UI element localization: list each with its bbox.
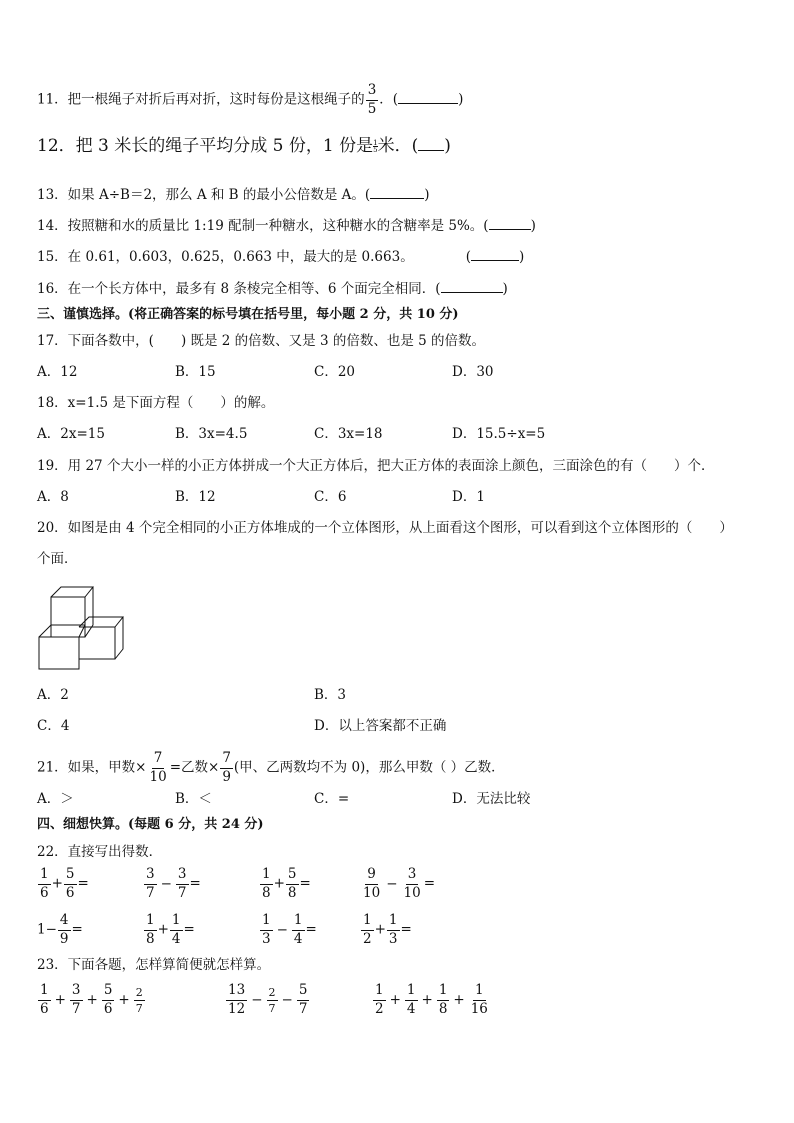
question-23: 23．下面各题，怎样算简便就怎样算。 — [37, 957, 271, 973]
q22-expression: $\frac{3}{7}$ − $\frac{3}{7}$ = — [146, 866, 201, 901]
option-b[interactable]: B．15 — [175, 364, 216, 380]
question-20-continued: 个面． — [37, 551, 78, 567]
option-b[interactable]: B．3x=4.5 — [175, 426, 248, 442]
q12-text: 12．把 3 米长的绳子平均分成 5 份，1 份是 — [37, 136, 374, 156]
answer-blank[interactable] — [398, 91, 458, 104]
option-c[interactable]: C．6 — [314, 489, 347, 505]
section-4-heading: 四、细想快算。(每题 6 分，共 24 分) — [37, 817, 264, 832]
q23-expression-2: $\frac{13}{12}$ − $\frac{2}{7}$ − $\frac{5}{7}$ — [228, 982, 308, 1017]
question-13: 13．如果 A÷B＝2，那么 A 和 B 的最小公倍数是 A。( ) — [37, 187, 430, 203]
option-c[interactable]: C．20 — [314, 364, 356, 380]
option-a[interactable]: A．8 — [37, 489, 69, 505]
question-15: 15．在 0.61，0.603，0.625，0.663 中，最大的是 0.663。 ( ) — [37, 249, 525, 265]
option-a[interactable]: A．2x=15 — [37, 426, 105, 442]
option-c[interactable]: C．= — [314, 791, 350, 807]
q22-expression: $\frac{1}{8}$ + $\frac{1}{4}$ = — [146, 912, 195, 947]
question-18: 18．x=1.5 是下面方程（ ）的解。 — [37, 395, 275, 411]
q22-expression: 1− $\frac{4}{9}$ = — [37, 912, 83, 947]
q11-text: 11．把一根绳子对折后再对折，这时每份是这根绳子的 — [37, 91, 365, 108]
answer-blank[interactable] — [489, 217, 531, 230]
question-11: 11．把一根绳子对折后再对折，这时每份是这根绳子的 $\frac{3}{5}$ ．( ) — [37, 82, 464, 117]
q21-fraction-2: $\frac{7}{9}$ — [222, 750, 231, 785]
option-d[interactable]: D．15.5÷x=5 — [452, 426, 546, 442]
answer-blank[interactable] — [471, 248, 519, 261]
question-21: 21．如果，甲数× $\frac{7}{10}$ =乙数× $\frac{7}{9}$ (甲、乙两数均不为 0)，那么甲数（ ）乙数． — [37, 750, 505, 785]
option-a[interactable]: A．2 — [37, 687, 69, 703]
answer-blank[interactable] — [418, 138, 444, 151]
q21-fraction-1: $\frac{7}{10}$ — [149, 750, 167, 785]
option-c[interactable]: C．3x=18 — [314, 426, 383, 442]
option-d[interactable]: D．30 — [452, 364, 494, 380]
cube-top — [51, 587, 93, 637]
question-20: 20．如图是由 4 个完全相同的小正方体堆成的一个立体图形，从上面看这个图形，可以看到这个立体图形的（ ） — [37, 520, 733, 536]
q23-expression-1: $\frac{1}{6}$ + $\frac{3}{7}$ + $\frac{5}{6}$ + $\frac{2}{7}$ — [40, 982, 143, 1017]
option-b[interactable]: B．12 — [175, 489, 216, 505]
option-d[interactable]: D．1 — [452, 489, 485, 505]
option-a[interactable]: A．＞ — [37, 791, 74, 807]
q22-expression: $\frac{1}{6}$ + $\frac{5}{6}$ = — [40, 866, 89, 901]
question-14: 14．按照糖和水的质量比 1:19 配制一种糖水，这种糖水的含糖率是 5%。( ) — [37, 218, 536, 234]
question-16: 16．在一个长方体中，最多有 8 条棱完全相等、6 个面完全相同．( ) — [37, 281, 508, 297]
option-a[interactable]: A．12 — [37, 364, 78, 380]
answer-blank[interactable] — [441, 280, 503, 293]
q23-expression-3: $\frac{1}{2}$ + $\frac{1}{4}$ + $\frac{1}{8}$ + $\frac{1}{16}$ — [375, 982, 488, 1017]
q22-expression: $\frac{1}{3}$ − $\frac{1}{4}$ = — [262, 912, 317, 947]
cube-figure — [37, 585, 127, 671]
answer-blank[interactable] — [370, 186, 424, 199]
option-d[interactable]: D．无法比较 — [452, 791, 531, 807]
option-c[interactable]: C．4 — [37, 718, 70, 734]
question-12: 12．把 3 米长的绳子平均分成 5 份，1 份是 $\frac{1}{5}$ 米．( ) — [37, 136, 451, 156]
section-3-heading: 三、谨慎选择。(将正确答案的标号填在括号里，每小题 2 分，共 10 分) — [37, 307, 459, 322]
cube-bottom-left — [39, 625, 85, 669]
question-19: 19．用 27 个大小一样的小正方体拼成一个大正方体后，把大正方体的表面涂上颜色，三面涂色的有（ ）个． — [37, 458, 715, 474]
option-b[interactable]: B．＜ — [175, 791, 212, 807]
q12-fraction: $\frac{1}{5}$ — [373, 138, 378, 154]
question-17: 17．下面各数中，( ) 既是 2 的倍数、又是 3 的倍数、也是 5 的倍数。 — [37, 333, 486, 349]
option-d[interactable]: D．以上答案都不正确 — [314, 718, 447, 734]
q22-expression: $\frac{1}{2}$ + $\frac{1}{3}$ = — [363, 912, 412, 947]
q22-expression: $\frac{9}{10}$ − $\frac{3}{10}$ = — [363, 866, 435, 901]
question-22: 22．直接写出得数． — [37, 844, 163, 860]
option-b[interactable]: B．3 — [314, 687, 347, 703]
q22-expression: $\frac{1}{8}$ + $\frac{5}{8}$ = — [262, 866, 311, 901]
q11-fraction: $\frac{3}{5}$ — [367, 82, 377, 117]
cube-bottom-right — [79, 617, 123, 659]
